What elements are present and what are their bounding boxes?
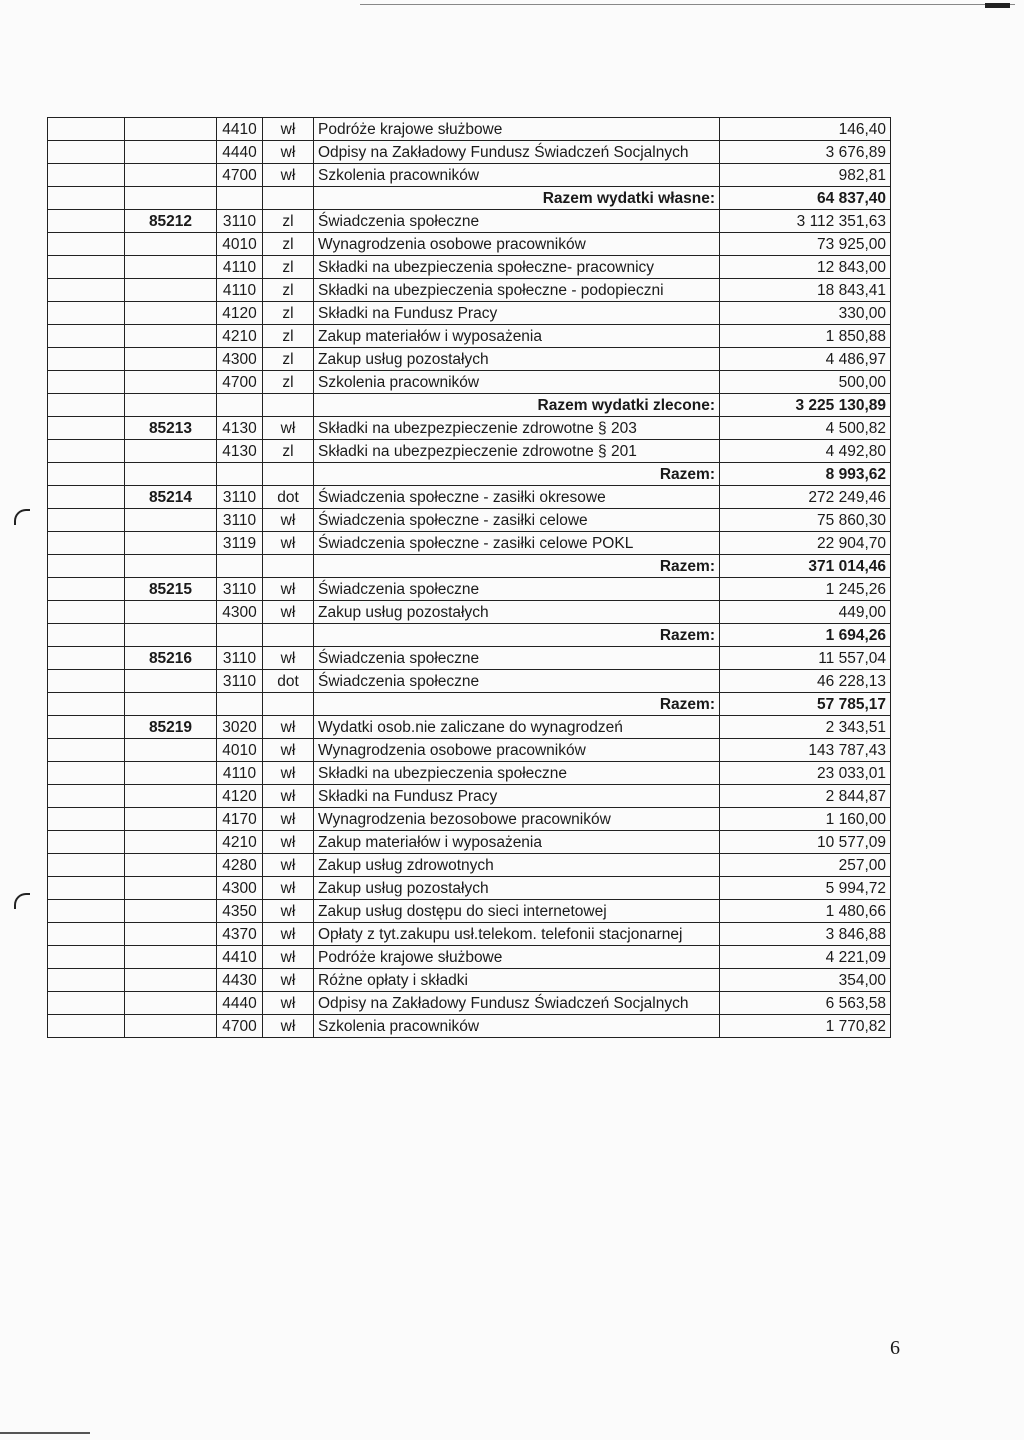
description-cell: Szkolenia pracowników [314,1015,720,1038]
description-cell: Razem: [314,693,720,716]
description-cell: Świadczenia społeczne [314,578,720,601]
blank-cell [48,969,125,992]
description-cell: Składki na Fundusz Pracy [314,785,720,808]
paragraph-cell: 4170 [217,808,263,831]
blank-cell [48,348,125,371]
source-cell: wł [263,992,314,1015]
summary-row [48,555,891,578]
amount-cell: 3 225 130,89 [720,394,891,417]
chapter-cell [125,118,217,141]
source-cell: zl [263,233,314,256]
source-cell: dot [263,670,314,693]
paragraph-cell: 3110 [217,670,263,693]
blank-cell [48,946,125,969]
chapter-cell [125,509,217,532]
table-row [48,578,891,601]
blank-cell [48,371,125,394]
blank-cell [48,417,125,440]
chapter-cell [125,739,217,762]
source-cell: wł [263,164,314,187]
table-row [48,325,891,348]
description-cell: Wynagrodzenia osobowe pracowników [314,739,720,762]
table-row [48,716,891,739]
blank-cell [48,325,125,348]
description-cell: Podróże krajowe służbowe [314,118,720,141]
table-row [48,900,891,923]
chapter-cell [125,946,217,969]
amount-cell: 6 563,58 [720,992,891,1015]
paragraph-cell: 4210 [217,325,263,348]
source-cell: wł [263,969,314,992]
summary-row [48,693,891,716]
source-cell: wł [263,854,314,877]
chapter-cell [125,141,217,164]
amount-cell: 4 500,82 [720,417,891,440]
amount-cell: 3 112 351,63 [720,210,891,233]
amount-cell: 23 033,01 [720,762,891,785]
paragraph-cell: 4110 [217,279,263,302]
description-cell: Szkolenia pracowników [314,371,720,394]
paragraph-cell: 4440 [217,992,263,1015]
amount-cell: 3 676,89 [720,141,891,164]
chapter-cell [125,233,217,256]
blank-cell [48,992,125,1015]
blank-cell [48,601,125,624]
chapter-cell: 85216 [125,647,217,670]
amount-cell: 3 846,88 [720,923,891,946]
blank-cell [48,808,125,831]
source-cell: wł [263,739,314,762]
amount-cell: 73 925,00 [720,233,891,256]
blank-cell [48,716,125,739]
amount-cell: 4 486,97 [720,348,891,371]
paragraph-cell: 3110 [217,578,263,601]
amount-cell: 371 014,46 [720,555,891,578]
paragraph-cell: 4300 [217,601,263,624]
source-cell: wł [263,923,314,946]
blank-cell [48,256,125,279]
description-cell: Opłaty z tyt.zakupu usł.telekom. telefonii stacjonarnej [314,923,720,946]
table-row [48,992,891,1015]
chapter-cell [125,463,217,486]
blank-cell [48,624,125,647]
paragraph-cell: 4700 [217,164,263,187]
chapter-cell [125,900,217,923]
description-cell: Zakup usług pozostałych [314,601,720,624]
table-row [48,302,891,325]
table-row [48,509,891,532]
table-row [48,210,891,233]
description-cell: Razem wydatki własne: [314,187,720,210]
table-row [48,348,891,371]
description-cell: Świadczenia społeczne - zasiłki celowe POKL [314,532,720,555]
paragraph-cell: 4120 [217,785,263,808]
paragraph-cell: 4300 [217,877,263,900]
paragraph-cell [217,624,263,647]
budget-table-body [48,118,891,1038]
amount-cell: 8 993,62 [720,463,891,486]
blank-cell [48,693,125,716]
description-cell: Świadczenia społeczne [314,670,720,693]
paragraph-cell [217,463,263,486]
source-cell: wł [263,532,314,555]
amount-cell: 1 850,88 [720,325,891,348]
description-cell: Świadczenia społeczne [314,210,720,233]
description-cell: Szkolenia pracowników [314,164,720,187]
description-cell: Odpisy na Zakładowy Fundusz Świadczeń Socjalnych [314,141,720,164]
source-cell [263,394,314,417]
blank-cell [48,877,125,900]
table-row [48,256,891,279]
description-cell: Składki na ubezpezpieczenie zdrowotne § 203 [314,417,720,440]
description-cell: Składki na Fundusz Pracy [314,302,720,325]
amount-cell: 2 844,87 [720,785,891,808]
source-cell: wł [263,946,314,969]
source-cell: zl [263,279,314,302]
amount-cell: 449,00 [720,601,891,624]
blank-cell [48,854,125,877]
summary-row [48,624,891,647]
description-cell: Składki na ubezpezpieczenie zdrowotne § 201 [314,440,720,463]
blank-cell [48,210,125,233]
chapter-cell [125,555,217,578]
description-cell: Zakup materiałów i wyposażenia [314,831,720,854]
paragraph-cell: 4700 [217,1015,263,1038]
table-row [48,762,891,785]
description-cell: Razem: [314,624,720,647]
table-row [48,923,891,946]
source-cell: wł [263,141,314,164]
source-cell: wł [263,831,314,854]
amount-cell: 4 221,09 [720,946,891,969]
amount-cell: 10 577,09 [720,831,891,854]
description-cell: Wynagrodzenia osobowe pracowników [314,233,720,256]
description-cell: Zakup usług zdrowotnych [314,854,720,877]
scan-edge-mark-top-right [985,3,1010,8]
blank-cell [48,187,125,210]
table-row [48,946,891,969]
amount-cell: 1 245,26 [720,578,891,601]
amount-cell: 1 770,82 [720,1015,891,1038]
blank-cell [48,302,125,325]
blank-cell [48,141,125,164]
chapter-cell [125,785,217,808]
blank-cell [48,233,125,256]
paragraph-cell: 3110 [217,486,263,509]
chapter-cell [125,302,217,325]
source-cell: wł [263,900,314,923]
source-cell: zl [263,210,314,233]
amount-cell: 1 160,00 [720,808,891,831]
chapter-cell: 85219 [125,716,217,739]
blank-cell [48,118,125,141]
source-cell: wł [263,417,314,440]
amount-cell: 354,00 [720,969,891,992]
chapter-cell [125,693,217,716]
amount-cell: 57 785,17 [720,693,891,716]
amount-cell: 64 837,40 [720,187,891,210]
amount-cell: 22 904,70 [720,532,891,555]
table-row [48,486,891,509]
source-cell: wł [263,118,314,141]
description-cell: Zakup usług dostępu do sieci internetowej [314,900,720,923]
blank-cell [48,279,125,302]
table-row [48,739,891,762]
amount-cell: 5 994,72 [720,877,891,900]
paragraph-cell: 4010 [217,233,263,256]
paragraph-cell: 4350 [217,900,263,923]
source-cell: zl [263,440,314,463]
table-row [48,440,891,463]
description-cell: Razem wydatki zlecone: [314,394,720,417]
paragraph-cell: 4300 [217,348,263,371]
blank-cell [48,555,125,578]
paragraph-cell: 4130 [217,417,263,440]
chapter-cell [125,394,217,417]
source-cell: wł [263,1015,314,1038]
chapter-cell [125,624,217,647]
chapter-cell [125,1015,217,1038]
amount-cell: 2 343,51 [720,716,891,739]
amount-cell: 18 843,41 [720,279,891,302]
table-row [48,417,891,440]
blank-cell [48,900,125,923]
table-row [48,164,891,187]
paragraph-cell: 3119 [217,532,263,555]
source-cell: wł [263,647,314,670]
paragraph-cell: 4210 [217,831,263,854]
source-cell [263,187,314,210]
blank-cell [48,785,125,808]
amount-cell: 1 694,26 [720,624,891,647]
table-row [48,279,891,302]
chapter-cell [125,279,217,302]
paragraph-cell: 3020 [217,716,263,739]
chapter-cell [125,923,217,946]
source-cell: wł [263,762,314,785]
source-cell: wł [263,716,314,739]
source-cell: zl [263,371,314,394]
blank-cell [48,647,125,670]
blank-cell [48,532,125,555]
paragraph-cell: 4410 [217,118,263,141]
source-cell: zl [263,325,314,348]
paragraph-cell: 3110 [217,647,263,670]
amount-cell: 330,00 [720,302,891,325]
blank-cell [48,164,125,187]
blank-cell [48,578,125,601]
chapter-cell: 85212 [125,210,217,233]
source-cell: dot [263,486,314,509]
description-cell: Różne opłaty i składki [314,969,720,992]
description-cell: Wynagrodzenia bezosobowe pracowników [314,808,720,831]
table-row [48,808,891,831]
summary-row [48,463,891,486]
paragraph-cell: 4430 [217,969,263,992]
paragraph-cell [217,187,263,210]
chapter-cell [125,969,217,992]
amount-cell: 143 787,43 [720,739,891,762]
blank-cell [48,463,125,486]
source-cell: wł [263,785,314,808]
paragraph-cell [217,394,263,417]
chapter-cell [125,325,217,348]
amount-cell: 46 228,13 [720,670,891,693]
chapter-cell [125,371,217,394]
chapter-cell [125,808,217,831]
source-cell: wł [263,601,314,624]
paragraph-cell: 3110 [217,509,263,532]
paragraph-cell: 4110 [217,762,263,785]
description-cell: Składki na ubezpieczenia społeczne [314,762,720,785]
source-cell: zl [263,256,314,279]
source-cell: zl [263,302,314,325]
blank-cell [48,1015,125,1038]
paragraph-cell: 4280 [217,854,263,877]
chapter-cell [125,992,217,1015]
source-cell: wł [263,808,314,831]
description-cell: Razem: [314,463,720,486]
hole-punch-mark-upper [14,509,30,525]
blank-cell [48,762,125,785]
blank-cell [48,486,125,509]
table-row [48,670,891,693]
chapter-cell: 85213 [125,417,217,440]
chapter-cell [125,877,217,900]
description-cell: Składki na ubezpieczenia społeczne - podopieczni [314,279,720,302]
source-cell [263,693,314,716]
scan-edge-line-bottom [0,1432,90,1434]
source-cell: zl [263,348,314,371]
table-row [48,785,891,808]
chapter-cell [125,601,217,624]
amount-cell: 1 480,66 [720,900,891,923]
amount-cell: 982,81 [720,164,891,187]
chapter-cell [125,256,217,279]
blank-cell [48,509,125,532]
description-cell: Zakup usług pozostałych [314,348,720,371]
description-cell: Świadczenia społeczne - zasiłki okresowe [314,486,720,509]
blank-cell [48,394,125,417]
paragraph-cell: 4120 [217,302,263,325]
blank-cell [48,670,125,693]
table-row [48,1015,891,1038]
amount-cell: 12 843,00 [720,256,891,279]
chapter-cell [125,348,217,371]
description-cell: Wydatki osob.nie zaliczane do wynagrodzeń [314,716,720,739]
blank-cell [48,831,125,854]
description-cell: Razem: [314,555,720,578]
paragraph-cell: 4010 [217,739,263,762]
hole-punch-mark-lower [14,893,30,909]
paragraph-cell: 4410 [217,946,263,969]
description-cell: Podróże krajowe służbowe [314,946,720,969]
description-cell: Zakup usług pozostałych [314,877,720,900]
blank-cell [48,739,125,762]
paragraph-cell [217,555,263,578]
summary-row [48,187,891,210]
table-row [48,141,891,164]
chapter-cell [125,440,217,463]
chapter-cell [125,831,217,854]
paragraph-cell: 4130 [217,440,263,463]
amount-cell: 4 492,80 [720,440,891,463]
table-row [48,969,891,992]
table-row [48,118,891,141]
table-row [48,601,891,624]
amount-cell: 11 557,04 [720,647,891,670]
paragraph-cell: 4700 [217,371,263,394]
blank-cell [48,440,125,463]
budget-expenditure-table [47,117,891,1038]
paragraph-cell: 4110 [217,256,263,279]
table-row [48,371,891,394]
source-cell [263,555,314,578]
source-cell [263,463,314,486]
paragraph-cell: 3110 [217,210,263,233]
chapter-cell [125,164,217,187]
amount-cell: 500,00 [720,371,891,394]
blank-cell [48,923,125,946]
description-cell: Składki na ubezpieczenia społeczne- pracownicy [314,256,720,279]
paragraph-cell: 4440 [217,141,263,164]
source-cell: wł [263,877,314,900]
chapter-cell: 85215 [125,578,217,601]
source-cell: wł [263,509,314,532]
table-row [48,532,891,555]
chapter-cell [125,532,217,555]
scan-edge-line-top [360,4,1015,5]
description-cell: Odpisy na Zakładowy Fundusz Świadczeń Socjalnych [314,992,720,1015]
chapter-cell [125,854,217,877]
table-row [48,647,891,670]
chapter-cell: 85214 [125,486,217,509]
source-cell [263,624,314,647]
amount-cell: 75 860,30 [720,509,891,532]
page-number: 6 [890,1337,900,1359]
description-cell: Świadczenia społeczne [314,647,720,670]
description-cell: Świadczenia społeczne - zasiłki celowe [314,509,720,532]
amount-cell: 257,00 [720,854,891,877]
summary-row [48,394,891,417]
paragraph-cell [217,693,263,716]
chapter-cell [125,670,217,693]
amount-cell: 272 249,46 [720,486,891,509]
table-row [48,233,891,256]
table-row [48,854,891,877]
source-cell: wł [263,578,314,601]
table-row [48,831,891,854]
chapter-cell [125,187,217,210]
table-row [48,877,891,900]
paragraph-cell: 4370 [217,923,263,946]
description-cell: Zakup materiałów i wyposażenia [314,325,720,348]
amount-cell: 146,40 [720,118,891,141]
chapter-cell [125,762,217,785]
